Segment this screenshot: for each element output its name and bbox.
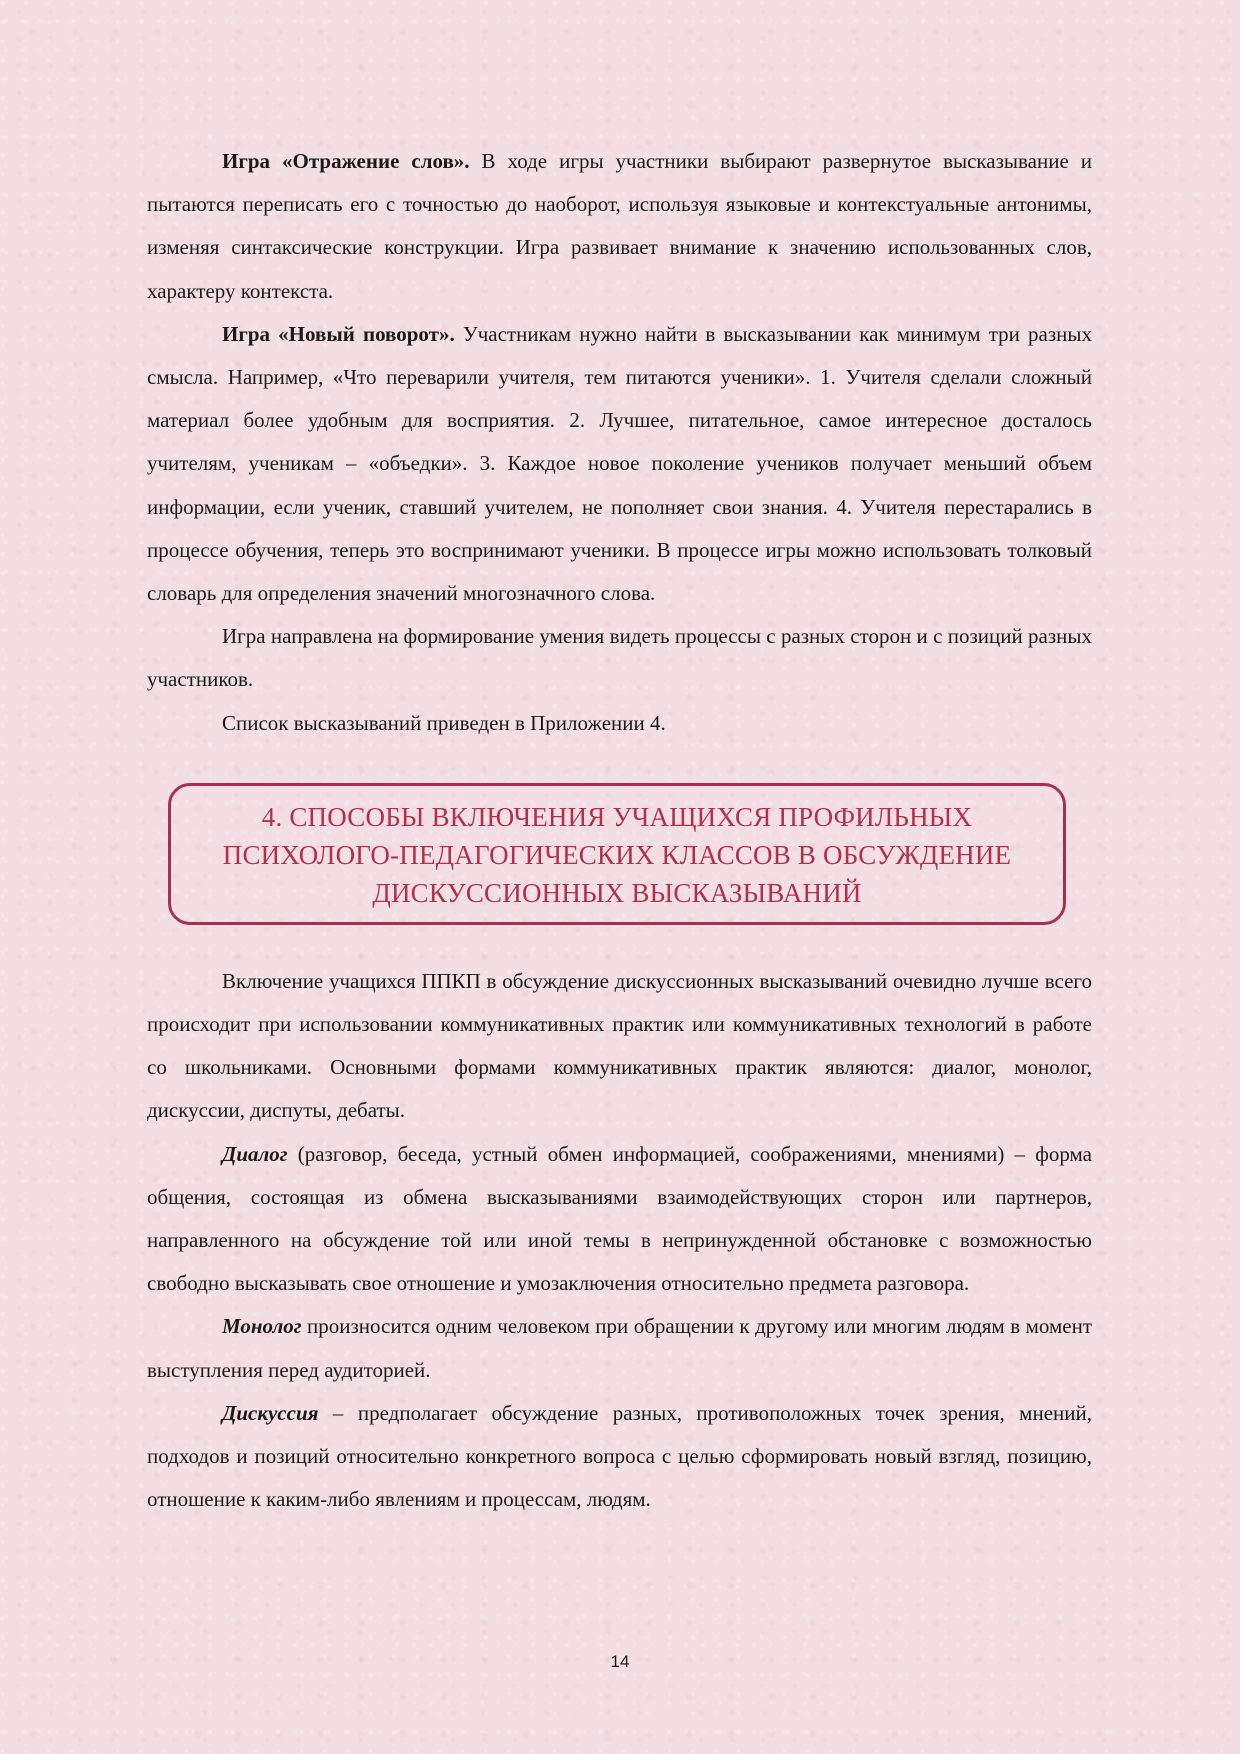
paragraph-text: Участникам нужно найти в высказывании как минимум три разных смысла. Например, «Что переварили учителя, тем питаются ученики». 1. Учителя сделали сложный материал более удобным для восприятия. 2. Лучшее, питательное, самое интересное досталось учителям, ученикам – «объедки». 3. Каждое новое поколение учеников получает меньший объем информации, если ученик, ставший учителем, не пополняет свои знания. 4. Учителя перестарались в процессе обучения, теперь это воспринимают ученики. В процессе игры можно использовать толковый словарь для определения значений многозначного слова. [147, 321, 1092, 606]
paragraph-text: Список высказываний приведен в Приложении 4. [222, 710, 666, 735]
section-heading [181, 798, 1053, 912]
paragraph-monolog-definition [147, 1305, 1092, 1391]
paragraph-game-new-turn [147, 313, 1092, 615]
document-page [147, 140, 1092, 1521]
section-heading-line-1: 4. СПОСОБЫ ВКЛЮЧЕНИЯ УЧАЩИХСЯ ПРОФИЛЬНЫХ [261, 801, 973, 832]
section-heading-line-3: ДИСКУССИОННЫХ ВЫСКАЗЫВАНИЙ [372, 877, 862, 908]
paragraph-text: произносится одним человеком при обращении к другому или многим людям в момент выступления перед аудиторией. [147, 1314, 1092, 1382]
paragraph-text: – предполагает обсуждение разных, противоположных точек зрения, мнений, подходов и позиций относительно конкретного вопроса с целью сформировать новый взгляд, позицию, отношение к каким-либо явлениям и процессам, людям. [147, 1400, 1092, 1512]
game-title-new-turn: Игра «Новый поворот». [222, 321, 455, 346]
section-heading-box [168, 783, 1066, 925]
paragraph-text: Игра направлена на формирование умения видеть процессы с разных сторон и с позиций разных участников. [147, 624, 1092, 692]
paragraph-dialog-definition [147, 1133, 1092, 1306]
paragraph-discussion-definition [147, 1392, 1092, 1522]
term-discussion: Дискуссия [222, 1400, 319, 1425]
paragraph-game-reflection [147, 140, 1092, 313]
section-heading-line-2: ПСИХОЛОГО-ПЕДАГОГИЧЕСКИХ КЛАССОВ В ОБСУЖДЕНИЕ [222, 839, 1012, 870]
paragraph-game-purpose [147, 615, 1092, 701]
paragraph-inclusion-intro [147, 960, 1092, 1133]
paragraph-text: (разговор, беседа, устный обмен информацией, соображениями, мнениями) – форма общения, состоящая из обмена высказываниями взаимодействующих сторон или партнеров, направленного на обсуждение той или иной темы в непринужденной обстановке с возможностью свободно высказывать свое отношение и умозаключения относительно предмета разговора. [147, 1141, 1092, 1296]
term-monolog: Монолог [222, 1314, 302, 1339]
page-number: 14 [610, 1652, 630, 1671]
paragraph-appendix-reference [147, 702, 1092, 745]
paragraph-text: Включение учащихся ППКП в обсуждение дискуссионных высказываний очевидно лучше всего происходит при использовании коммуникативных практик или коммуникативных технологий в работе со школьниками. Основными формами коммуникативных практик являются: диалог, монолог, дискуссии, диспуты, дебаты. [147, 968, 1092, 1123]
game-title-reflection: Игра «Отражение слов». [222, 149, 470, 173]
paragraph-text: В ходе игры участники выбирают развернутое высказывание и пытаются переписать его с точностью до наоборот, используя языковые и контекстуальные антонимы, изменяя синтаксические конструкции. Игра развивает внимание к значению использованных слов, характеру контекста. [147, 149, 1092, 303]
term-dialog: Диалог [222, 1141, 288, 1166]
